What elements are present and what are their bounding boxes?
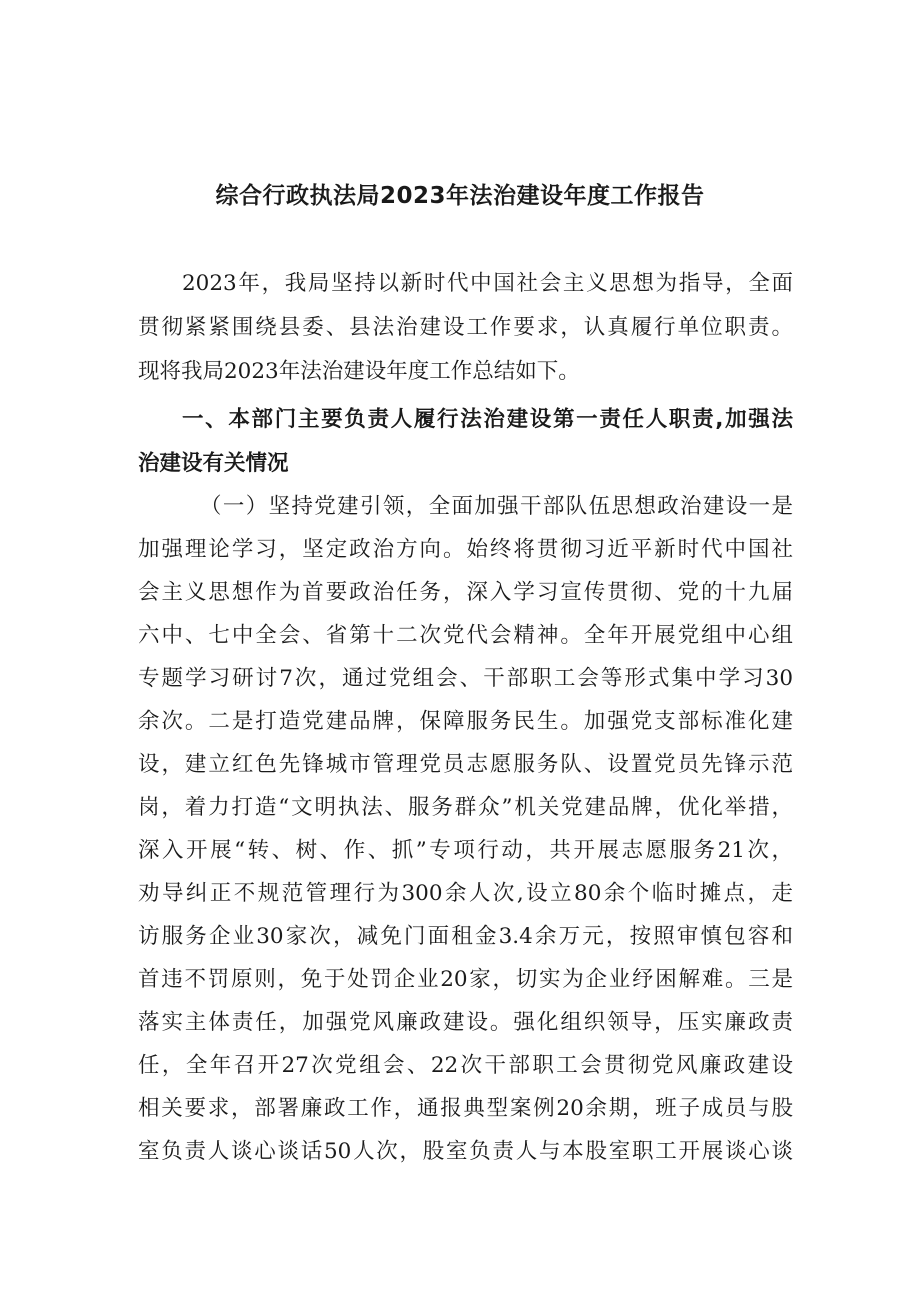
intro-line: 贯彻紧紧围绕县委、县法治建设工作要求，认真履行单位职责。: [138, 315, 793, 340]
section-heading-line: 治建设有关情况: [138, 451, 289, 476]
body-line: 会主义思想作为首要政治任务，深入学习宣传贯彻、党的十九届: [138, 580, 793, 605]
body-line: （一）坚持党建引领，全面加强干部队伍思想政治建设一是: [200, 494, 793, 519]
body-line: 落实主体责任，加强党风廉政建设。强化组织领导，压实廉政责: [138, 1010, 793, 1035]
body-line: 相关要求，部署廉政工作，通报典型案例20余期，班子成员与股: [138, 1096, 793, 1121]
section-heading-line: 一、本部门主要负责人履行法治建设第一责任人职责,加强法: [182, 407, 793, 432]
body-line: 劝导纠正不规范管理行为300余人次,设立80余个临时摊点，走: [138, 881, 793, 906]
body-line: 首违不罚原则，免于处罚企业20家，切实为企业纾困解难。三是: [138, 967, 793, 992]
document-title: 综合行政执法局2023年法治建设年度工作报告: [215, 183, 705, 209]
body-line: 深入开展“转、树、作、抓”专项行动，共开展志愿服务21次，: [138, 838, 793, 863]
intro-line: 现将我局2023年法治建设年度工作总结如下。: [138, 359, 580, 384]
body-line: 加强理论学习，坚定政治方向。始终将贯彻习近平新时代中国社: [138, 537, 793, 562]
body-line: 余次。二是打造党建品牌，保障服务民生。加强党支部标准化建: [138, 709, 793, 734]
body-line: 任，全年召开27次党组会、22次干部职工会贯彻党风廉政建设: [138, 1053, 793, 1078]
body-line: 六中、七中全会、省第十二次党代会精神。全年开展党组中心组: [138, 623, 793, 648]
body-line: 设，建立红色先锋城市管理党员志愿服务队、设置党员先锋示范: [138, 752, 793, 777]
body-line: 专题学习研讨7次，通过党组会、干部职工会等形式集中学习30: [138, 666, 793, 691]
body-line: 室负责人谈心谈话50人次，股室负责人与本股室职工开展谈心谈: [138, 1139, 793, 1164]
intro-line: 2023年，我局坚持以新时代中国社会主义思想为指导，全面: [182, 271, 793, 296]
body-line: 岗，着力打造“文明执法、服务群众”机关党建品牌，优化举措，: [138, 795, 793, 820]
body-line: 访服务企业30家次，减免门面租金3.4余万元，按照审慎包容和: [138, 924, 793, 949]
